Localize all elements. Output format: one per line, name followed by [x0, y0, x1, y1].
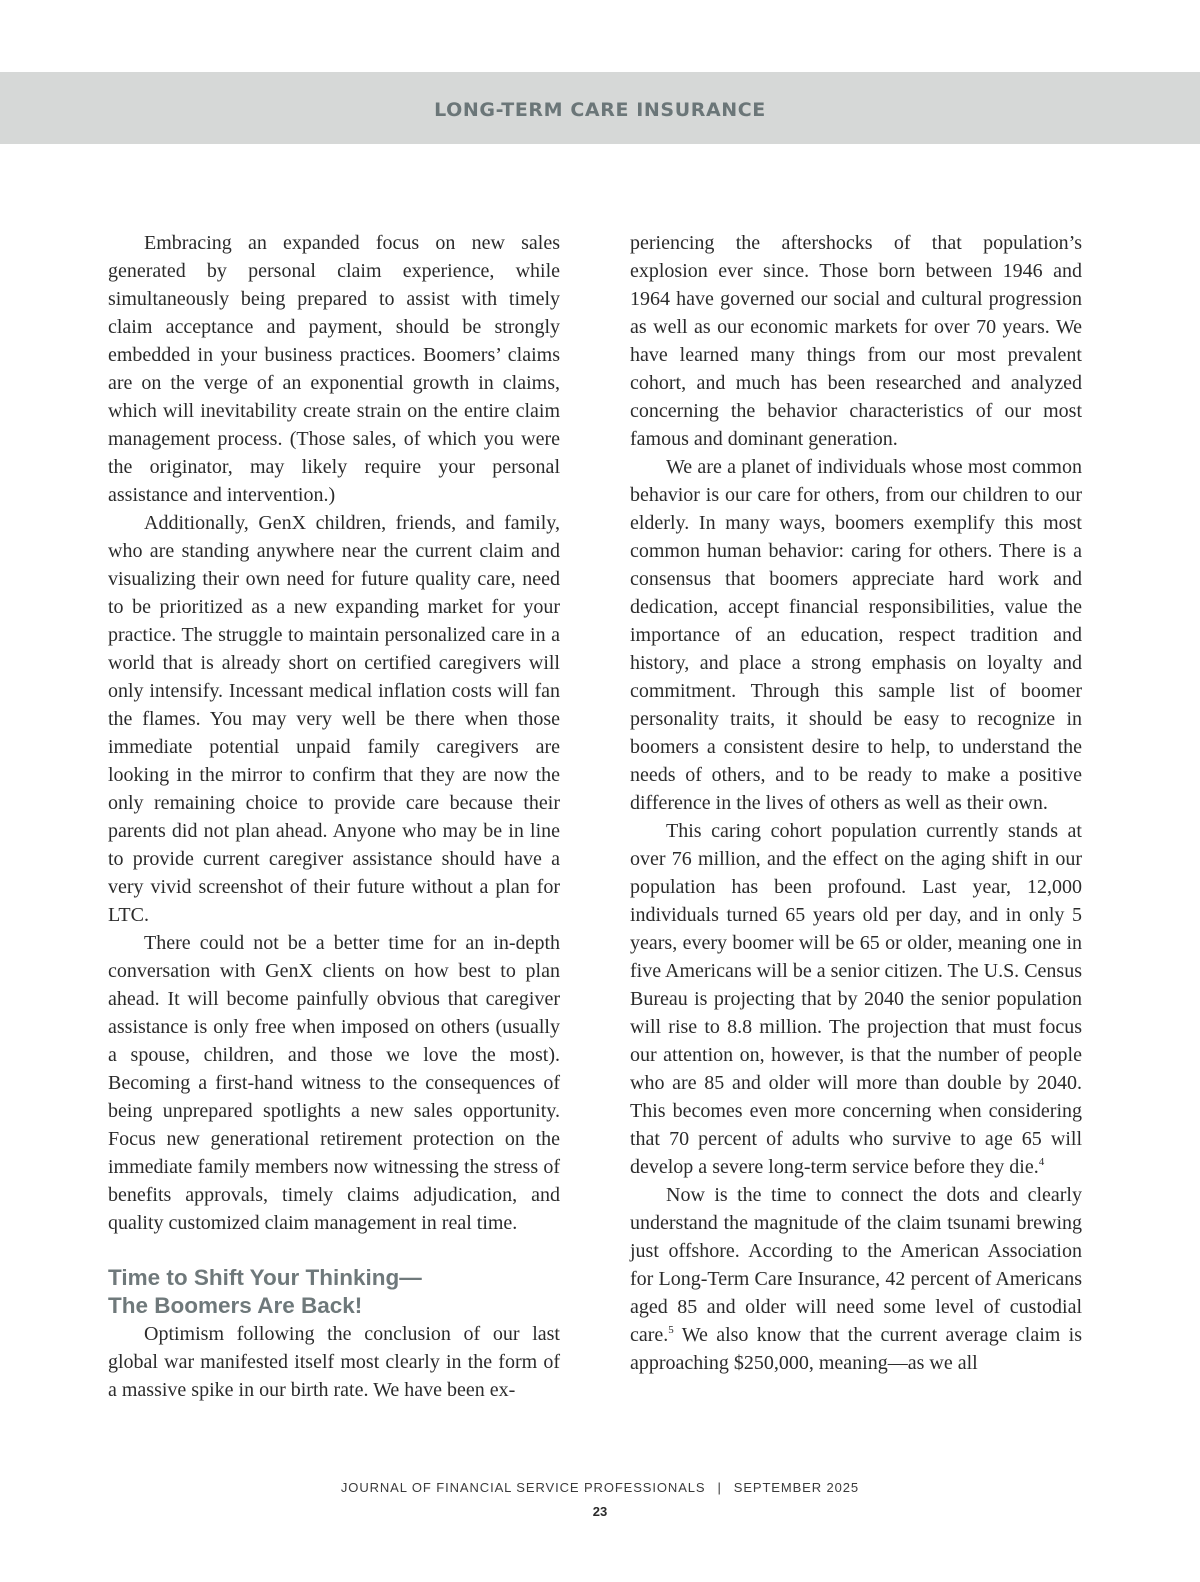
- body-paragraph: [630, 1181, 1082, 1377]
- footer-separator: |: [717, 1480, 722, 1495]
- footnote-marker: 4: [1038, 1156, 1045, 1168]
- footnote-marker: 5: [668, 1324, 674, 1336]
- body-paragraph: We are a planet of individuals whose most common behavior is our care for others, from our children to our elderly. In many ways, boomers exemplify this most common human behavior: caring for others. There is a consensus that boomers appreciate hard work and dedication, accept financial responsibilities, value the importance of an education, respect tradition and history, and place a strong emphasis on loyalty and commitment. Through this sample list of boomer personality traits, it should be easy to recognize in boomers a consistent desire to help, to understand the needs of others, and to be ready to make a positive difference in the lives of others as well as their own.: [630, 456, 1082, 814]
- paragraph-text: This caring cohort population currently stands at over 76 million, and the effect on the aging shift in our population has been profound. Last year, 12,000 individuals turned 65 years old per day, and in only 5 years, every boomer will be 65 or older, meaning one in five Americans will be a senior citizen. The U.S. Census Bureau is projecting that by 2040 the senior population will rise to 8.8 million. The projection that must focus our attention on, however, is that the number of people who are 85 and older will more than double by 2040. This becomes even more concerning when considering that 70 percent of adults who survive to age 65 will develop a severe long-term service before they die.: [630, 820, 1082, 1178]
- section-heading-line-1: Time to Shift Your Thinking—: [108, 1265, 422, 1290]
- paragraph-text: We also know that the current average claim is approaching $250,000, meaning—as we all: [630, 1324, 1082, 1374]
- footer-line: [0, 1478, 1200, 1498]
- issue-date: SEPTEMBER 2025: [733, 1480, 860, 1495]
- paragraph-text: Now is the time to connect the dots and clearly understand the magnitude of the claim tsunami brewing just offshore. According to the American Association for Long-Term Care Insurance, 42 percent of Americans aged 85 and older will need some level of custodial care.: [630, 1184, 1082, 1346]
- body-paragraph: Additionally, GenX children, friends, and family, who are standing anywhere near the current claim and visualizing their own need for future quality care, need to be prioritized as a new expanding market for your practice. The struggle to maintain personalized care in a world that is already short on certified caregivers will only intensify. Incessant medical inflation costs will fan the flames. You may very well be there when those immediate potential unpaid family caregivers are looking in the mirror to confirm that they are now the only remaining choice to provide care because their parents did not plan ahead. Anyone who may be in line to provide current caregiver assistance should have a very vivid screenshot of their future without a plan for LTC.: [108, 512, 560, 926]
- body-paragraph: Optimism following the conclusion of our last global war manifested itself most clearly in the form of a massive spike in our birth rate. We have been ex‑: [108, 1323, 560, 1401]
- body-paragraph: There could not be a better time for an in-depth conversation with GenX clients on how best to plan ahead. It will become painfully obvious that caregiver assistance is only free when imposed on others (usually a spouse, children, and those we love the most). Becoming a first-hand witness to the consequences of being unprepared spotlights a new sales opportunity. Focus new generational retirement protection on the immediate family members now witnessing the stress of benefits approvals, timely claims adjudication, and quality customized claim management in real time.: [108, 932, 560, 1234]
- page-number: 23: [592, 1504, 608, 1519]
- left-column: [108, 229, 560, 1404]
- body-paragraph-continuation: periencing the aftershocks of that population’s explosion ever since. Those born between 1946 and 1964 have governed our social and cultural progression as well as our economic markets for over 70 years. We have learned many things from our most prevalent cohort, and much has been researched and analyzed concerning the behavior characteristics of our most famous and dominant generation.: [630, 232, 1082, 450]
- journal-name: JOURNAL OF FINANCIAL SERVICE PROFESSIONALS: [340, 1480, 706, 1495]
- right-column: [630, 229, 1082, 1377]
- section-heading-line-2: The Boomers Are Back!: [108, 1293, 363, 1318]
- page-footer: [0, 1478, 1200, 1522]
- section-header-band: [0, 72, 1200, 144]
- section-title: LONG-TERM CARE INSURANCE: [434, 99, 766, 121]
- section-heading: [108, 1264, 560, 1320]
- body-paragraph: Embracing an expanded focus on new sales generated by personal claim experience, while simultaneously being prepared to assist with timely claim acceptance and payment, should be strongly embedded in your business practices. Boomers’ claims are on the verge of an exponential growth in claims, which will inevitability create strain on the entire claim management process. (Those sales, of which you were the originator, may likely require your personal assistance and intervention.): [108, 232, 560, 506]
- body-paragraph: [630, 817, 1082, 1181]
